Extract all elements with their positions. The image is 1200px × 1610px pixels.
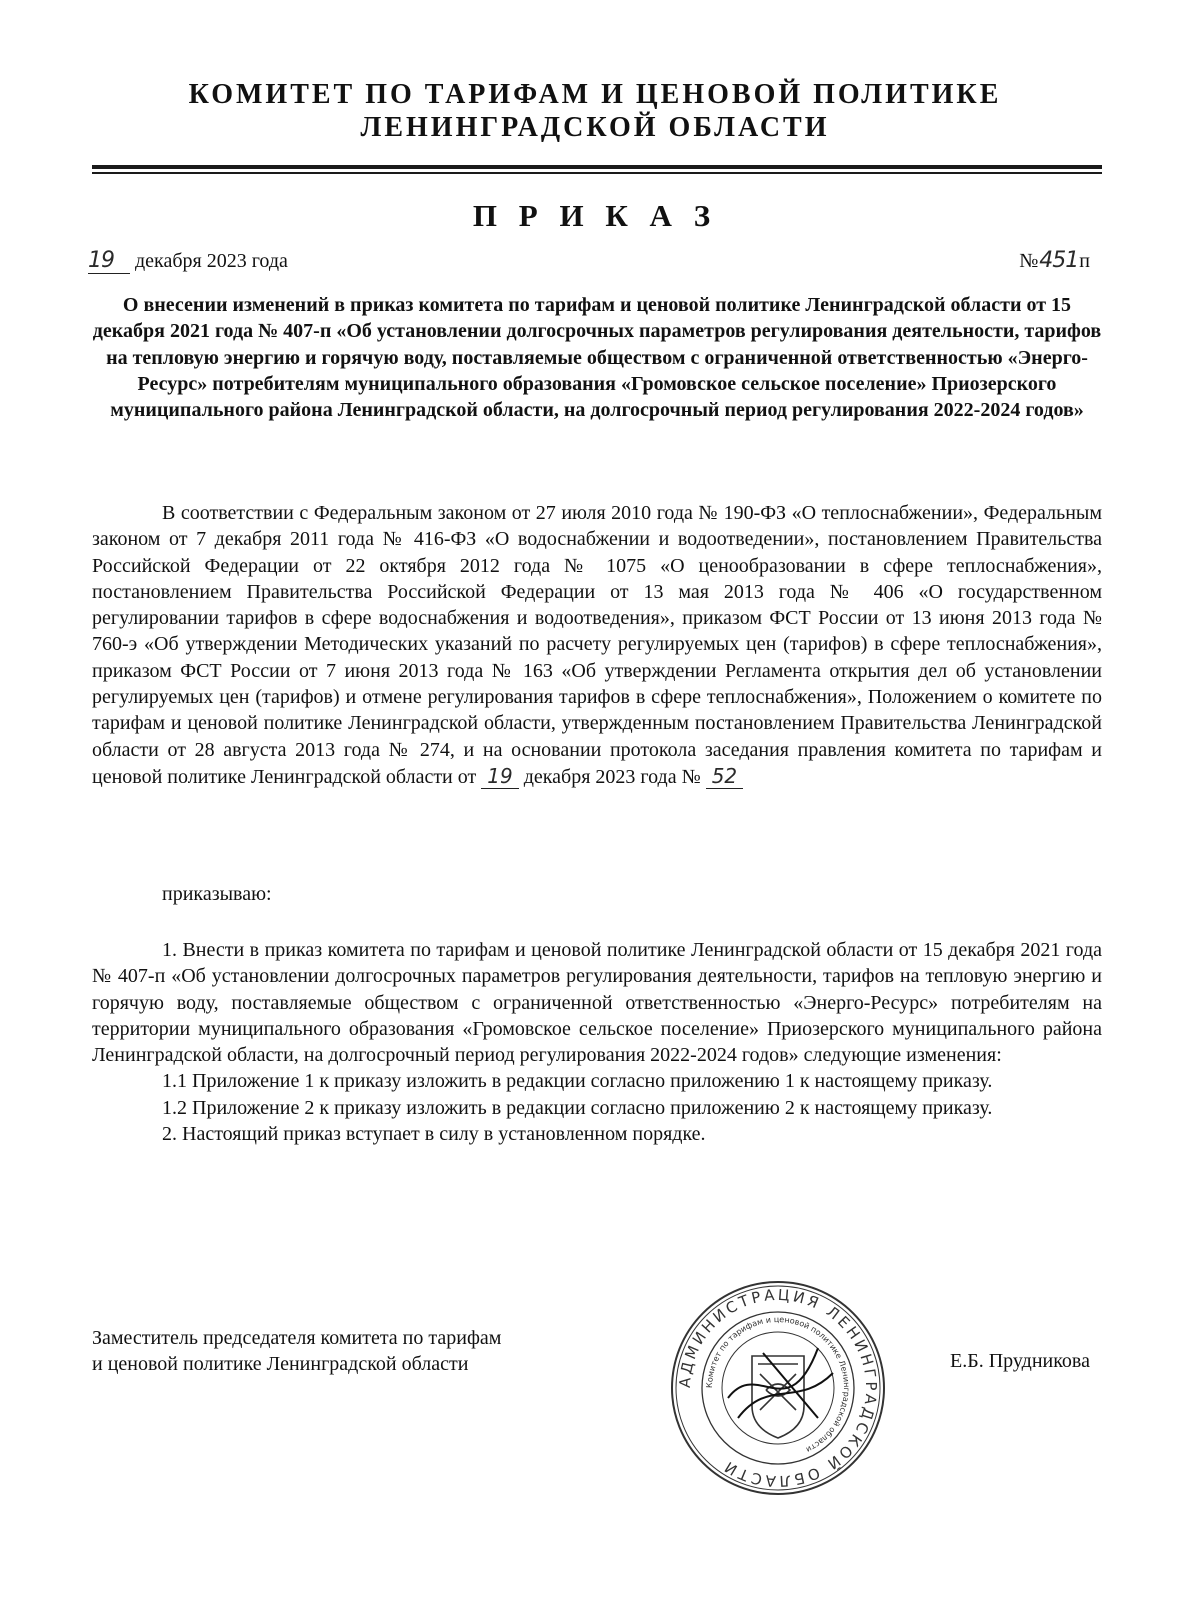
number-suffix: п	[1079, 250, 1090, 272]
header-rule-thick	[92, 165, 1102, 169]
official-seal-stamp	[668, 1278, 888, 1498]
preamble-text: В соответствии с Федеральным законом от 27 июля 2010 года № 190-ФЗ «О теплоснабжении», Федеральным законом от 7 декабря 2011 года № 416-ФЗ «О водоснабжении и водоотведении», постановлением Правительства Российской Федерации от 22 октября 2012 года № 1075 «О ценообразовании в сфере теплоснабжения», постановлением Правительства Российской Федерации от 13 мая 2013 года № 406 «О государственном регулировании тарифов в сфере водоснабжения и водоотведения», приказом ФСТ России от 13 июня 2013 года № 760-э «Об утверждении Методических указаний по расчету регулируемых цен (тарифов) в сфере теплоснабжения», приказом ФСТ России от 7 июня 2013 года № 163 «Об утверждении Регламента открытия дел об установлении регулируемых цен (тарифов) и отмене регулирования тарифов в сфере теплоснабжения», Положением о комитете по тарифам и ценовой политике Ленинградской области, утвержденным постановлением Правительства Ленинградской области от 28 августа 2013 года № 274, и на основании протокола заседания правления комитета по тарифам и ценовой политике Ленинградской области от	[92, 502, 1102, 788]
number-prefix: №	[1019, 250, 1039, 272]
order-item: 2. Настоящий приказ вступает в силу в установленном порядке.	[162, 1123, 706, 1146]
order-items	[92, 937, 1102, 1147]
coat-of-arms-icon	[752, 1356, 804, 1438]
handwritten-signature	[728, 1348, 833, 1418]
document-number	[1019, 248, 1090, 273]
order-subject: О внесении изменений в приказ комитета по тарифам и ценовой политике Ленинградской области от 15 декабря 2021 года № 407-п «Об установлении долгосрочных параметров регулирования деятельности, тарифов на тепловую энергию и горячую воду, поставляемые обществом с ограниченной ответственностью «Энерго-Ресурс» потребителям муниципального образования «Громовское сельское поселение» Приозерского муниципального района Ленинградской области, на долгосрочный период регулирования 2022-2024 годов»	[92, 294, 1102, 422]
handwritten-number: 451	[1039, 248, 1079, 273]
position-line-1: Заместитель председателя комитета по тарифам	[92, 1327, 502, 1349]
handwritten-protocol-number: 52	[706, 764, 743, 789]
seal-inner-text: Комитет по тарифам и ценовой политике Ленинградской области	[704, 1314, 852, 1455]
order-item: 1.1 Приложение 1 к приказу изложить в редакции согласно приложению 1 к настоящему приказу.	[162, 1070, 993, 1093]
header-rule-thin	[92, 172, 1102, 174]
signatory-position	[92, 1325, 501, 1377]
document-title: П Р И К А З	[472, 198, 718, 233]
order-verb: приказываю:	[162, 883, 272, 905]
preamble-text-mid: декабря 2023 года №	[523, 765, 701, 788]
preamble	[92, 500, 1102, 790]
order-item: 1.2 Приложение 2 к приказу изложить в редакции согласно приложению 2 к настоящему приказу.	[162, 1096, 993, 1119]
signatory-name: Е.Б. Прудникова	[950, 1350, 1090, 1372]
order-item: 1. Внести в приказ комитета по тарифам и ценовой политике Ленинградской области от 15 декабря 2021 года № 407-п «Об установлении долгосрочных параметров регулирования деятельности, тарифов на тепловую энергию и горячую воду, поставляемые обществом с ограниченной ответственностью «Энерго-Ресурс» потребителям на территории муниципального образования «Громовское сельское поселение» Приозерского муниципального района Ленинградской области, на долгосрочный период регулирования 2022-2024 годов» следующие изменения:	[92, 939, 1102, 1067]
date-rest: декабря 2023 года	[135, 250, 288, 272]
header-line-2: ЛЕНИНГРАДСКОЙ ОБЛАСТИ	[360, 112, 830, 143]
handwritten-day: 19	[88, 248, 130, 274]
position-line-2: и ценовой политике Ленинградской области	[92, 1353, 469, 1375]
handwritten-meeting-day: 19	[481, 764, 518, 789]
document-header	[90, 78, 1100, 144]
header-line-1: КОМИТЕТ ПО ТАРИФАМ И ЦЕНОВОЙ ПОЛИТИКЕ	[188, 79, 1002, 110]
document-date	[88, 248, 288, 274]
seal-outer-text: АДМИНИСТРАЦИЯ ЛЕНИНГРАДСКОЙ ОБЛАСТИ	[675, 1285, 881, 1491]
